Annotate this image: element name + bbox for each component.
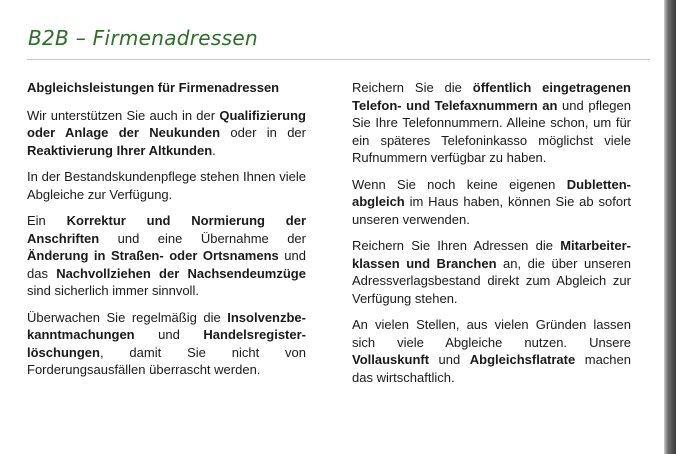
text-run: an, die über unseren Adressverlagsbestand direkt zum Abgleich zur Verfügung stehen. [352,255,631,306]
text-run: , damit Sie nicht von Forderungsausfällen überrascht werden. [27,344,306,377]
bold-run: Dubletten-abgleich [352,176,631,209]
text-run: Überwachen Sie regelmäßig die [27,309,228,325]
text-run: An vielen Stellen, aus vielen Gründen lassen sich viele Abgleiche nutzen. Unsere [352,317,631,350]
bold-run: Vollauskunft [352,352,430,367]
text-run: . [212,142,216,158]
left-column [27,79,306,388]
right-column [352,79,631,395]
text-run: oder in der [220,125,306,140]
bold-run: Mitarbeiter-klassen und Branchen [352,238,631,271]
text-run: Ein [27,213,67,228]
bold-run: Handelsregister-löschungen [27,327,306,360]
bold-run: Reaktivierung Ihrer Altkunden [27,142,213,158]
bold-run: Nachvollziehen der Nachsendeumzüge [56,265,306,281]
bold-run: Änderung in Straßen- oder Ortsnamens [27,248,279,263]
text-run: und [134,327,204,342]
text-run: Reichern Sie Ihren Adressen die [352,238,561,253]
text-run: im Haus haben, können Sie ab sofort unseren verwenden. [352,194,631,227]
bold-run: Insolvenzbe-kanntmachungen [27,309,306,342]
page-title: B2B – Firmenadressen [28,26,258,50]
text-run: und pflegen Sie Ihre Telefonnummern. Alleine schon, um für ein späteres Telefoninkasso möglichst viele Rufnummern verfügbar zu haben. [352,97,631,165]
text-run: Wir unterstützen Sie auch in der [27,107,220,123]
page-edge-shadow [664,0,676,454]
left-paragraph-3 [27,212,306,300]
left-paragraph-4 [27,309,306,379]
text-run: und eine Übernahme der [99,230,306,246]
right-paragraph-3 [352,237,631,307]
text-run: und das [27,248,306,281]
text-run: Reichern Sie die [352,80,473,95]
text-run: und [429,352,470,367]
section-heading: Abgleichsleistungen für Firmenadressen [27,80,280,95]
left-paragraph-2: In der Bestandskundenpflege stehen Ihnen viele Abgleiche zur Verfügung. [27,169,306,202]
text-run: sind sicherlich immer sinnvoll. [27,283,199,298]
text-run: machen das wirtschaftlich. [352,352,631,385]
bold-run: Qualifizierung oder Anlage der Neukunden [27,107,306,140]
bold-run: Korrektur und Normierung der Anschriften [27,213,307,246]
right-paragraph-2 [352,176,631,229]
bold-run: öffentlich eingetragenen Telefon- und Telefaxnummern an [352,80,631,113]
bold-run: Abgleichsflatrate [469,352,576,367]
title-divider [27,59,650,60]
right-paragraph-4 [352,316,631,386]
right-paragraph-1 [352,79,631,167]
text-run: Wenn Sie noch keine eigenen [352,176,567,192]
left-paragraph-1 [27,107,306,160]
